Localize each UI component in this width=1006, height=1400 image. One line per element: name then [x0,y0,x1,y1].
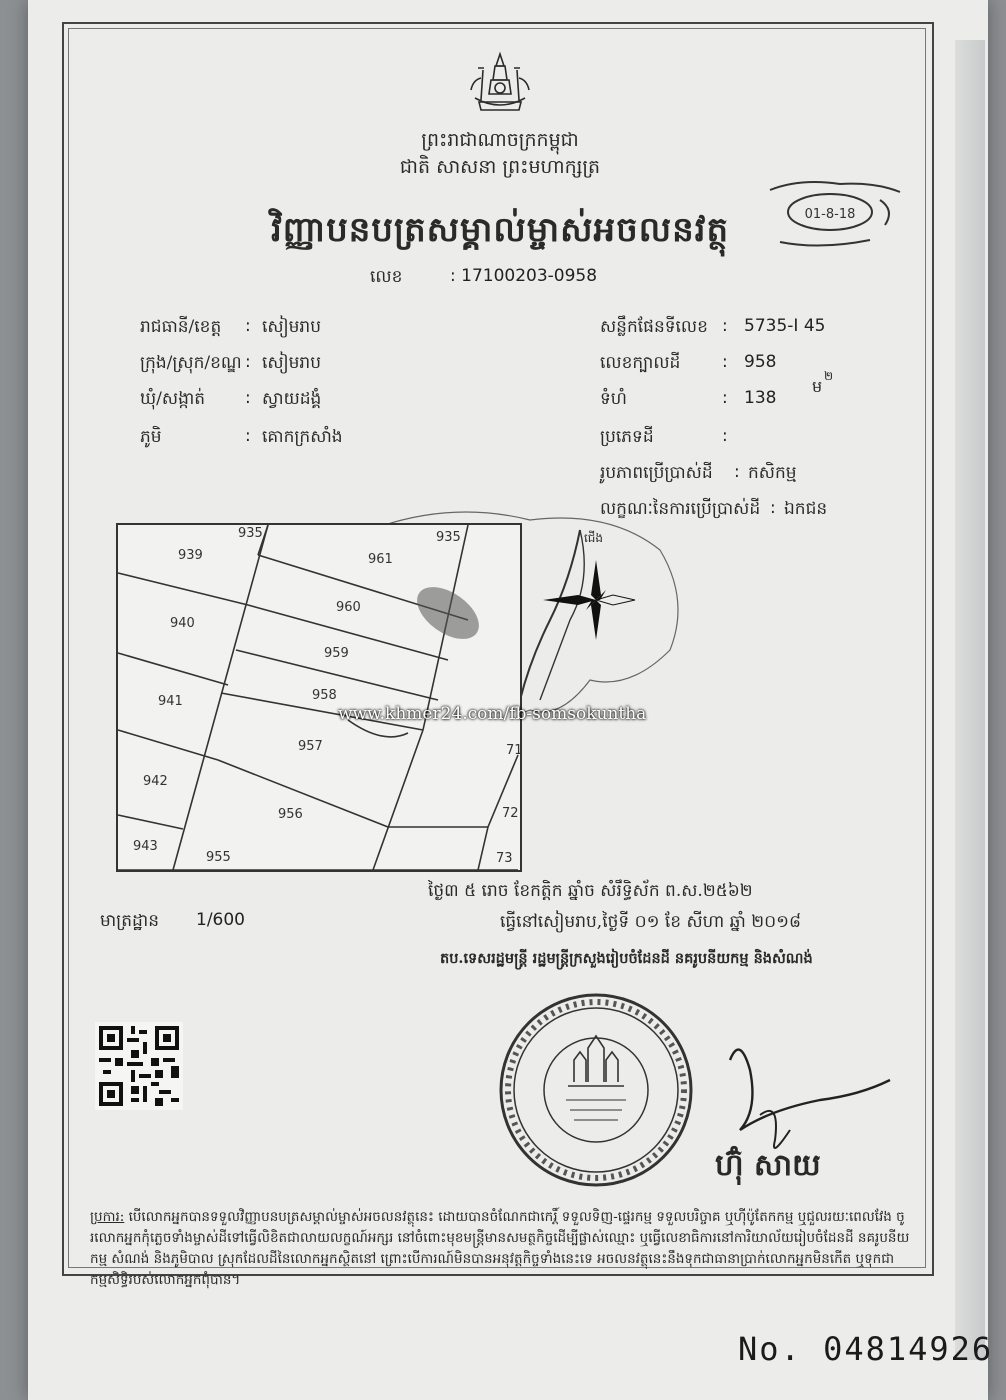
province-value: សៀមរាប [262,317,322,337]
watermark-text: www.khmer24.com/fb-somsokuntha [338,704,647,724]
parcel-label-943: 943 [133,839,158,854]
certificate-title: វិញ្ញាបនបត្រសម្គាល់ម្ចាស់អចលនវត្ថុ [270,210,730,250]
compass-rose-icon [538,555,638,645]
notice-text: បើលោកអ្នកបានទទួលវិញ្ញាបនបត្រសម្គាល់ម្ចាស់អចលនវត្ថុនេះ ដោយបានចំណែកជាកេរ្តិ៍ ទទួលទិញ-ផ្ទេរកម្ម ទទួលបរិច្ចាគ ឬហ៊ីប៉ូតែកកម្ម ឬជួលរយៈពេលវែង ចូរលោកអ្នកកុំភ្លេចទាំងម្ចាស់ដីទៅធ្វើលិខិតជាលាយលក្ខណ៍អក្សរ នៅចំពោះមុខមន្ត្រីមានសមត្ថកិច្ចដើម្បីផ្លាស់ឈ្មោះ ឬធ្វើលេខាធិការនៅការិយាល័យរៀបចំដែនដី នគរូបនីយកម្ម សំណង់ និងភូមិបាល ស្រុកដែលដីនៃលោកអ្នកស្ថិតនៅ ព្រោះបើការណ៍មិនបានអនុវត្តកិច្ចទាំងនេះទេ អចលនវត្ថុនេះនឹងទុកជាធានាប្រាក់លោកអ្នកមិនកើត ឬទុកជាកម្មសិទ្ធិរបស់លោកអ្នកពុំបាន។ [90,1209,910,1288]
authority-line: តប.ទេសរដ្ឋមន្ត្រី រដ្ឋមន្ត្រីក្រសួងរៀបចំដែនដី នគរូបនីយកម្ម និងសំណង់ [440,950,813,967]
parcel-label-73: 73 [496,851,513,866]
royal-coat-of-arms-icon [465,50,535,120]
kingdom-header: ព្រះរាជាណាចក្រកម្ពុជា [421,129,579,151]
village-value: គោកក្រសាំង [262,427,343,447]
scale-label: មាត្រដ្ឋាន [100,911,160,931]
lunar-date-line: ថ្ងៃ៣ ៥ រោច ខែកត្តិក ឆ្នាំច សំរឹទ្ធិស័ក ព.ស.២៥៦២ [428,881,753,901]
land-type-label: ប្រភេទដី [600,427,654,447]
province-label: រាជធានី/ខេត្ត [140,317,222,337]
commune-value: ស្វាយដង្គំ [262,389,322,409]
parcel-label-940: 940 [170,616,195,631]
area-unit: ម [812,377,823,396]
parcel-number-colon: : [722,352,728,372]
commune-label: ឃុំ/សង្កាត់ [140,389,206,409]
land-use-form-label: រូបភាពប្រើប្រាស់ដី [600,463,713,483]
parcel-label-960: 960 [336,600,361,615]
land-use-nature-value: ឯកជន [784,499,828,519]
district-label: ក្រុង/ស្រុក/ខណ្ឌ [140,353,242,373]
parcel-number-value: 958 [744,352,777,372]
province-colon: : [245,316,251,336]
parcel-label-961: 961 [368,552,393,567]
parcel-label-958: 958 [312,688,337,703]
parcel-label-955: 955 [206,850,231,865]
district-colon: : [245,352,251,372]
motto-header: ជាតិ សាសនា ព្រះមហាក្សត្រ [399,156,601,178]
notice-paragraph [90,1207,910,1291]
map-sheet-colon: : [722,316,728,336]
parcel-map-drawing [118,525,523,870]
parcel-map [116,523,522,872]
village-colon: : [245,426,251,446]
stamp-date: 01-8-18 [804,207,856,222]
parcel-label-935b: 935 [436,530,461,545]
parcel-label-959: 959 [324,646,349,661]
area-label: ទំហំ [600,389,627,409]
parcel-label-939: 939 [178,548,203,563]
certificate-number-value: : 17100203-0958 [450,266,598,286]
land-use-nature-colon: : [770,498,776,518]
land-type-colon: : [722,426,728,446]
parcel-label-942: 942 [143,774,168,789]
parcel-label-957: 957 [298,739,323,754]
parcel-label-72: 72 [502,806,519,821]
certificate-number-label: លេខ [370,267,403,287]
serial-number: No. 04814926 [738,1330,994,1368]
land-use-form-colon: : [734,462,740,482]
signatory-name: ហ៊ុំ សាយ [715,1148,821,1183]
parcel-label-935a: 935 [238,526,263,541]
qr-code [95,1022,183,1110]
commune-colon: : [245,388,251,408]
parcel-number-label: លេខក្បាលដី [600,353,681,373]
map-sheet-label: សន្លឹកផែនទីលេខ [600,317,708,337]
map-sheet-value: 5735-I 45 [744,316,826,336]
parcel-label-71: 71 [506,743,523,758]
area-colon: : [722,388,728,408]
notice-label: ប្រការ: [90,1209,125,1225]
parcel-label-941: 941 [158,694,183,709]
land-use-form-value: កសិកម្ម [748,463,797,483]
area-value: 138 [744,388,777,408]
land-use-nature-label: លក្ខណៈនៃការប្រើប្រាស់ដី [600,499,761,519]
scale-value: 1/600 [196,910,245,930]
registration-stamp [760,170,905,260]
north-label: ជើង [584,531,604,545]
parcel-label-956: 956 [278,807,303,822]
solar-date-line: ធ្វើនៅសៀមរាប,ថ្ងៃទី ០១ ខែ សីហា ឆ្នាំ ២០១៨ [500,912,802,932]
page-edge [955,40,985,1360]
official-seal [496,990,696,1190]
district-value: សៀមរាប [262,353,322,373]
area-unit-superscript: ២ [824,369,834,383]
village-label: ភូមិ [140,427,162,447]
